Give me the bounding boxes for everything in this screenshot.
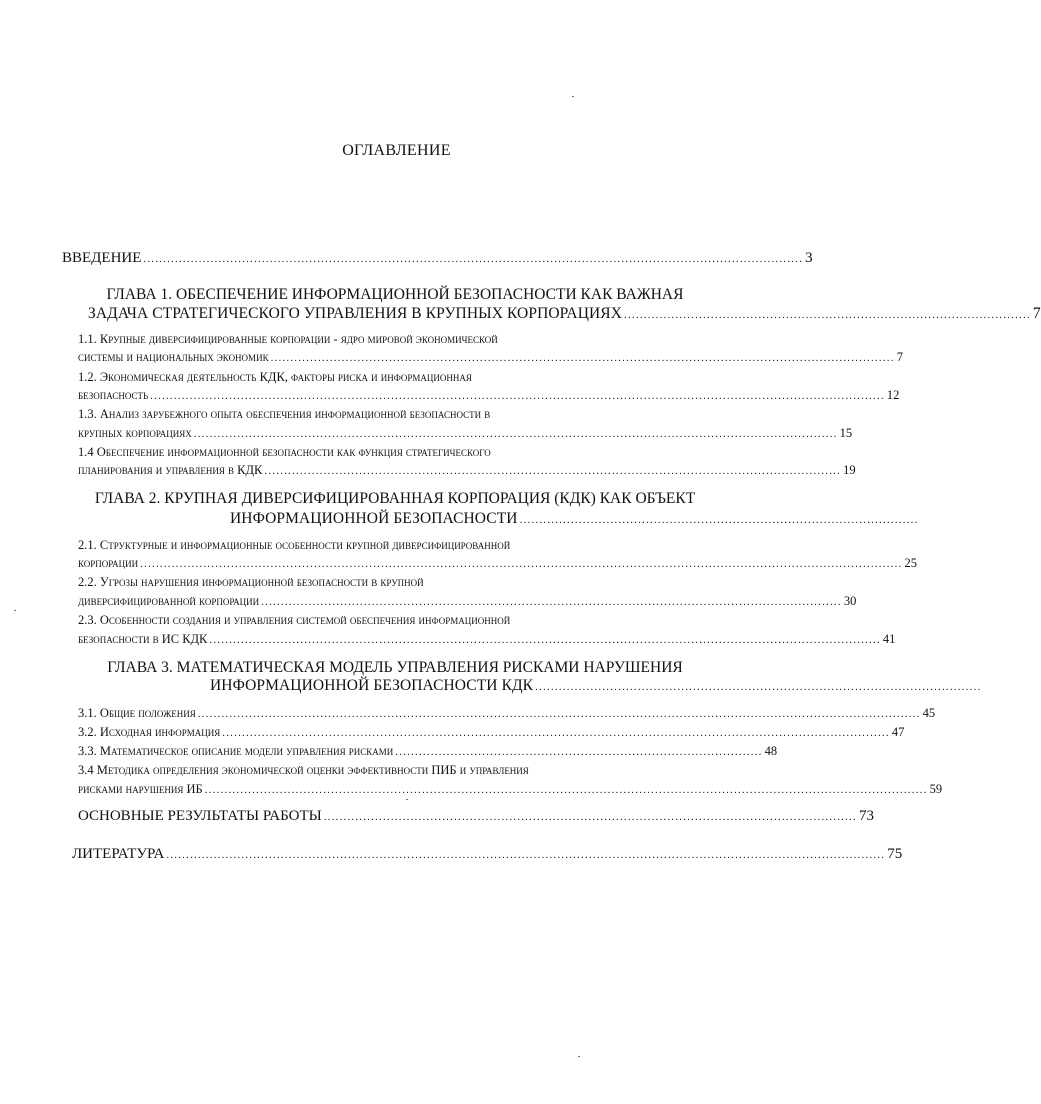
section-1-3-line1: 1.3. Анализ зарубежного опыта обеспечения информационной безопасности в xyxy=(78,407,491,421)
toc-entry-page: 3 xyxy=(805,250,813,266)
leader-dots: ................................................................................................................................................................... xyxy=(193,428,838,440)
section-3-4-line2: рисками нарушения ИБ xyxy=(78,782,203,796)
chapter1-heading-line2: ЗАДАЧА СТРАТЕГИЧЕСКОГО УПРАВЛЕНИЯ В КРУПНЫХ КОРПОРАЦИЯХ xyxy=(88,305,623,322)
section-1-1-line2: системы и национальных экономик xyxy=(78,350,269,364)
toc-entry-section-1-4 xyxy=(78,463,856,478)
section-2-2-line1: 2.2. Угрозы нарушения информационной безопасности в крупной xyxy=(78,575,424,589)
toc-entry-page: 7 xyxy=(896,350,903,364)
chapter1-heading-line1: ГЛАВА 1. ОБЕСПЕЧЕНИЕ ИНФОРМАЦИОННОЙ БЕЗОПАСНОСТИ КАК ВАЖНАЯ xyxy=(106,286,684,303)
leader-dots: .................................................................................................................................................. xyxy=(264,465,842,477)
toc-title: ОГЛАВЛЕНИЕ xyxy=(342,142,451,159)
toc-entry-section-1-3 xyxy=(78,426,853,441)
section-3-1-label: 3.1. Общие положения xyxy=(78,706,196,720)
leader-dots: ....................................................................................................................................................................... xyxy=(143,253,804,265)
section-3-2-label: 3.2. Исходная информация xyxy=(78,725,221,739)
toc-entry-page: 59 xyxy=(929,782,943,796)
leader-dots: ...................................................................................................................................................................................... xyxy=(166,849,886,861)
toc-entry-page: 19 xyxy=(843,463,856,477)
toc-entry-page: 48 xyxy=(764,744,778,758)
section-3-3-label: 3.3. Математическое описание модели управления рисками xyxy=(78,744,394,758)
section-2-1-line2: корпорации xyxy=(78,556,139,570)
toc-entry-section-1-1 xyxy=(78,350,903,365)
section-1-1-line1: 1.1. Крупные диверсифицированные корпорации - ядро мировой экономической xyxy=(78,332,498,346)
toc-entry-page: 12 xyxy=(886,388,900,402)
toc-entry-section-2-2 xyxy=(78,594,857,609)
toc-entry-section-3-1 xyxy=(78,706,936,721)
toc-entry-page: 30 xyxy=(843,594,857,608)
toc-entry-results xyxy=(78,808,874,825)
toc-entry-page: 47 xyxy=(891,725,905,739)
toc-entry-label: ВВЕДЕНИЕ xyxy=(62,250,142,266)
toc-entry-label: ОСНОВНЫЕ РЕЗУЛЬТАТЫ РАБОТЫ xyxy=(78,808,322,824)
toc-entry-section-1-2 xyxy=(78,388,900,403)
toc-entry-page: 7 xyxy=(1032,305,1041,322)
leader-dots: ................................................................................................................................................................................................. xyxy=(140,558,903,570)
toc-entry-page: 15 xyxy=(839,426,853,440)
toc-entry-section-2-1 xyxy=(78,556,917,571)
chapter2-heading-line2: ИНФОРМАЦИОННОЙ БЕЗОПАСНОСТИ xyxy=(230,510,518,527)
toc-entry-literature xyxy=(72,846,903,863)
toc-entry-section-3-4 xyxy=(78,782,943,797)
scan-speck xyxy=(572,96,574,97)
chapter3-heading-line1: ГЛАВА 3. МАТЕМАТИЧЕСКАЯ МОДЕЛЬ УПРАВЛЕНИЯ РИСКАМИ НАРУШЕНИЯ xyxy=(107,659,683,676)
toc-entry-page: 73 xyxy=(858,808,874,824)
toc-entry-section-2-3 xyxy=(78,632,896,647)
section-3-4-line1: 3.4 Методика определения экономической оценки эффективности ПИБ и управления xyxy=(78,763,529,777)
leader-dots: ....................................................................................................... xyxy=(624,309,1031,321)
toc-entry-chapter3 xyxy=(210,677,982,695)
toc-entry-page: 25 xyxy=(904,556,917,570)
section-1-2-line1: 1.2. Экономическая деятельность КДК, факторы риска и информационная xyxy=(78,370,472,384)
scan-speck xyxy=(406,799,408,800)
leader-dots: ................................................................................................................................................... xyxy=(261,596,842,608)
leader-dots: ......................................................................................................................................................................... xyxy=(222,727,890,739)
leader-dots: ....................................................................................................................................................................................... xyxy=(197,708,921,720)
leader-dots: .......................................................................................................................................................................... xyxy=(209,634,881,646)
toc-entry-chapter2 xyxy=(230,510,919,528)
toc-entry-label: ЛИТЕРАТУРА xyxy=(72,846,165,862)
leader-dots: ..................................................................................................... xyxy=(519,514,919,526)
chapter3-heading-line2: ИНФОРМАЦИОННОЙ БЕЗОПАСНОСТИ КДК xyxy=(210,677,534,694)
toc-entry-section-3-2 xyxy=(78,725,905,740)
toc-entry-page: 41 xyxy=(882,632,896,646)
toc-entry-section-3-3 xyxy=(78,744,778,759)
leader-dots: ............................................................................................. xyxy=(395,746,763,758)
section-2-3-line2: безопасности в ИС КДК xyxy=(78,632,208,646)
toc-entry-chapter1 xyxy=(88,305,1041,323)
section-1-2-line2: безопасность xyxy=(78,388,149,402)
section-2-2-line2: диверсифицированной корпорации xyxy=(78,594,260,608)
chapter2-heading-line1: ГЛАВА 2. КРУПНАЯ ДИВЕРСИФИЦИРОВАННАЯ КОРПОРАЦИЯ (КДК) КАК ОБЪЕКТ xyxy=(94,490,696,507)
leader-dots: ....................................................................................................................................... xyxy=(323,811,857,823)
leader-dots: ................................................................................................................. xyxy=(535,681,982,693)
leader-dots: .......................................................................................................................................................................................... xyxy=(150,390,885,402)
scan-speck xyxy=(578,1056,580,1057)
toc-entry-page: 45 xyxy=(922,706,936,720)
scan-speck xyxy=(14,610,16,611)
section-1-4-line1: 1.4 Обеспечение информационной безопасности как функция стратегического xyxy=(78,445,491,459)
section-1-4-line2: планирования и управления в КДК xyxy=(78,463,263,477)
section-2-3-line1: 2.3. Особенности создания и управления системой обеспечения информационной xyxy=(78,613,511,627)
leader-dots: .............................................................................................................................................................. xyxy=(270,352,895,364)
leader-dots: ....................................................................................................................................................................................... xyxy=(204,784,928,796)
section-1-3-line2: крупных корпорациях xyxy=(78,426,192,440)
toc-entry-intro xyxy=(62,250,813,267)
section-2-1-line1: 2.1. Структурные и информационные особенности крупной диверсифицированной xyxy=(78,538,511,552)
toc-entry-page: 75 xyxy=(887,846,903,862)
